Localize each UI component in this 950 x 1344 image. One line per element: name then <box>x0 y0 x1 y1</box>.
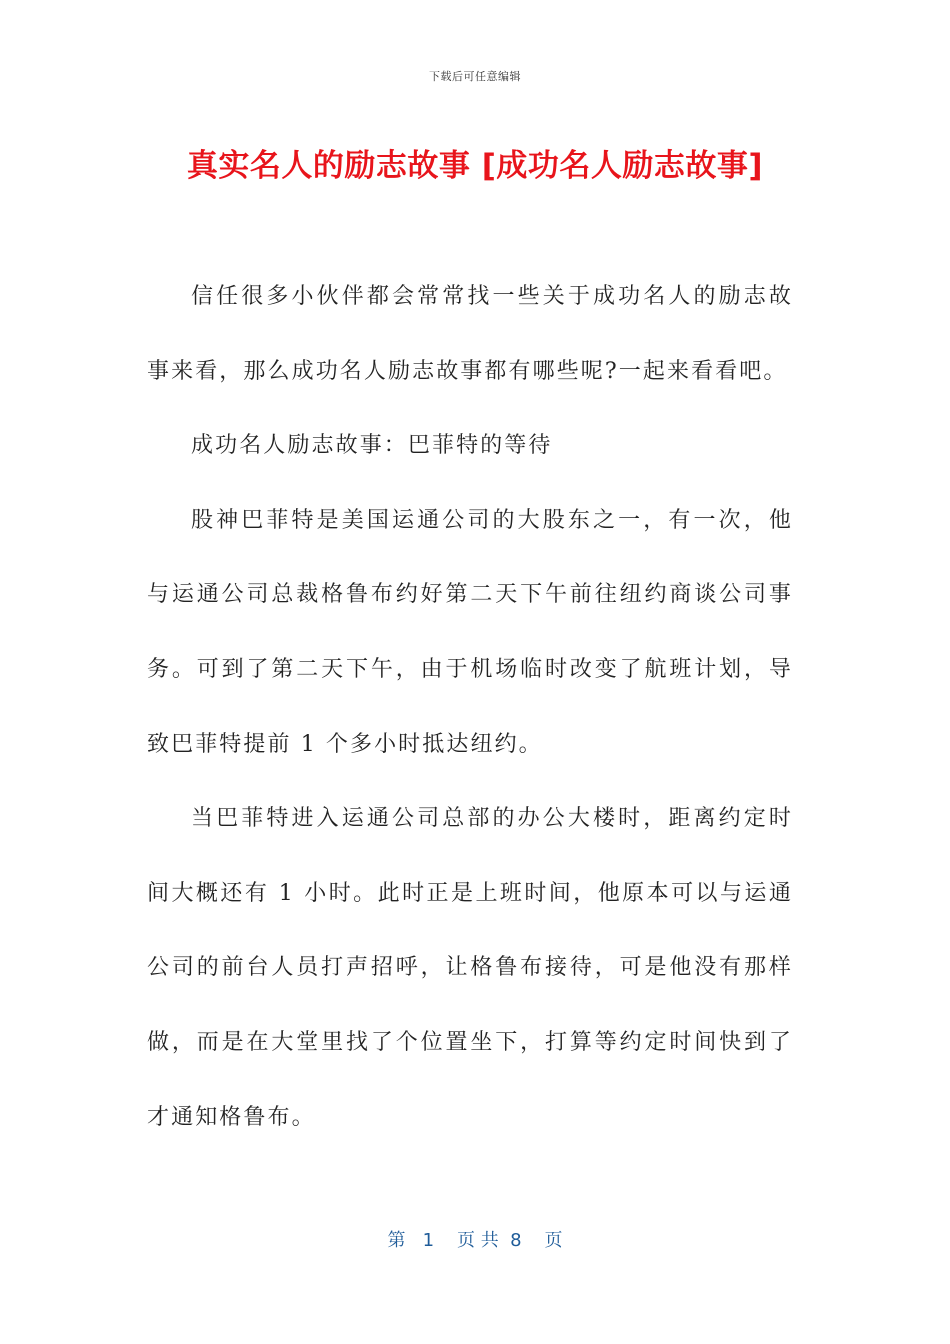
paragraph-story-1: 股神巴菲特是美国运通公司的大股东之一，有一次，他与运通公司总裁格鲁布约好第二天下午前往纽约商谈公司事务。可到了第二天下午，由于机场临时改变了航班计划，导致巴菲特提前 1 个多小时抵达纽约。 <box>147 507 793 757</box>
header-note: 下载后可任意编辑 <box>429 70 521 83</box>
paragraph-story-2: 当巴菲特进入运通公司总部的办公大楼时，距离约定时间大概还有 1 小时。此时正是上班时间，他原本可以与运通公司的前台人员打声招呼，让格鲁布接待，可是他没有那样做，而是在大堂里找了个位置坐下，打算等约定时间快到了才通知格鲁布。 <box>147 806 793 1130</box>
document-title: 真实名人的励志故事 [成功名人励志故事] <box>186 148 764 184</box>
document-body <box>147 260 793 1155</box>
paragraph-subheading: 成功名人励志故事：巴菲特的等待 <box>191 433 553 459</box>
page-footer: 第 1 页 共 8 页 <box>387 1230 563 1251</box>
paragraph-intro: 信任很多小伙伴都会常常找一些关于成功名人的励志故事来看，那么成功名人励志故事都有哪些呢?一起来看看吧。 <box>147 284 793 384</box>
